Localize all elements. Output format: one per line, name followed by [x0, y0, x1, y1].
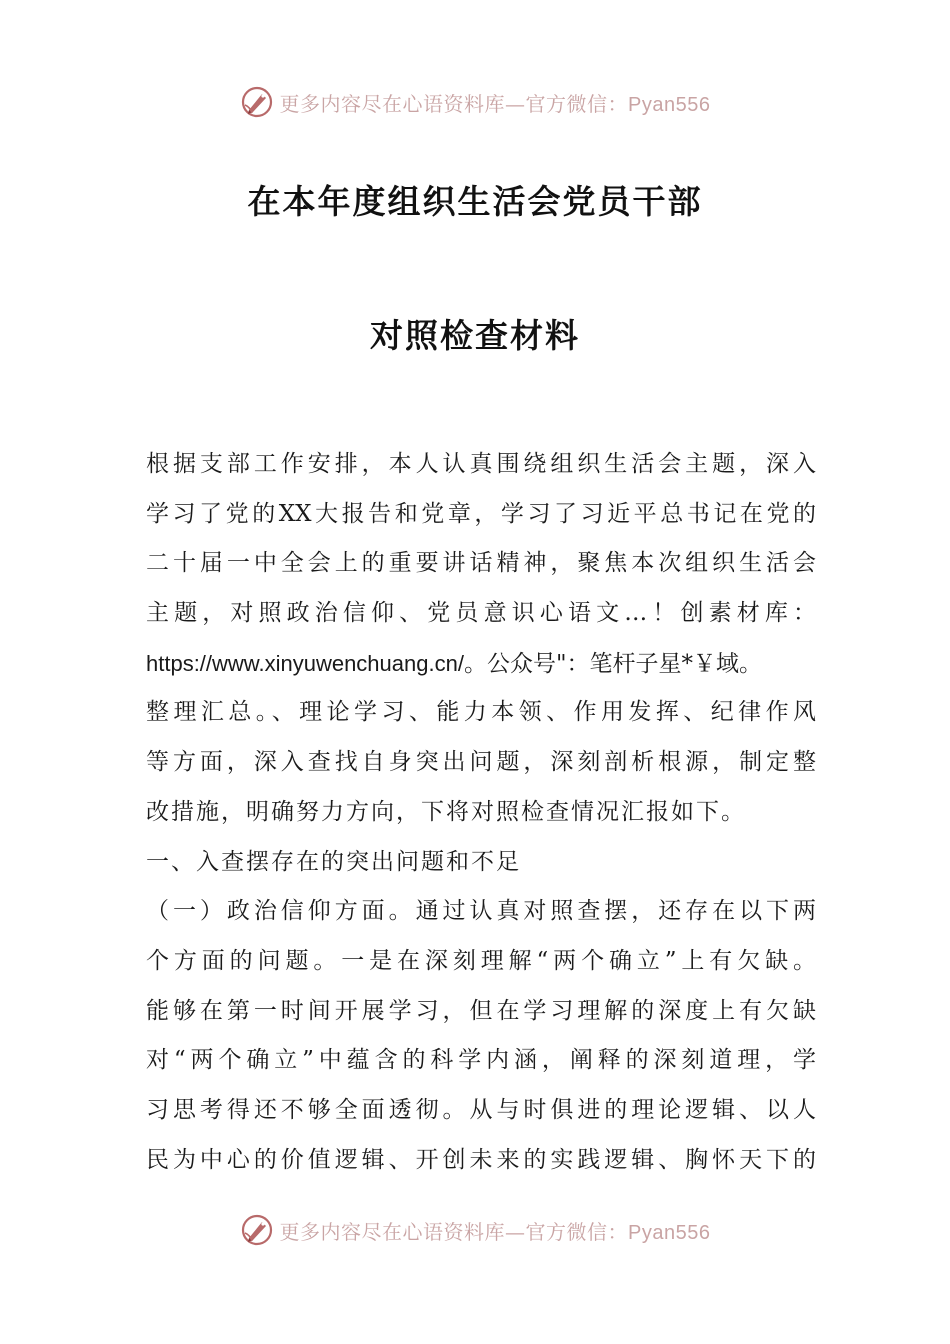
body-line: 能够在第一时间开展学习，但在学习理解的深度上有欠缺 [146, 997, 816, 1024]
body-line: 根据支部工作安排，本人认真围绕组织生活会主题，深入 [146, 451, 816, 477]
document-body [146, 440, 816, 1185]
body-line: 学习了党的XX大报告和党章，学习了习近平总书记在党的 [146, 500, 816, 527]
document-title-line-1: 在本年度组织生活会党员干部 [247, 182, 703, 221]
pen-nib-logo-icon [240, 1213, 274, 1247]
wechat-id: Pyan556 [628, 1221, 711, 1244]
body-line: 对“两个确立”中蕴含的科学内涵，阐释的深刻道理，学 [146, 1047, 816, 1074]
body-line: 二十届一中全会上的重要讲话精神，聚焦本次组织生活会 [146, 550, 816, 577]
watermark-text: 更多内容尽在心语资料库—官方微信：Pyan556 [279, 1219, 711, 1244]
body-line: 整理汇总。、理论学习、能力本领、作用发挥、纪律作风 [146, 699, 816, 726]
header-watermark [0, 82, 950, 122]
body-line: （一）政治信仰方面。通过认真对照查摆，还存在以下两 [146, 898, 816, 925]
section-heading: 一、入查摆存在的突出问题和不足 [146, 848, 521, 875]
body-line: 等方面，深入查找自身突出问题，深刻剖析根源，制定整 [146, 749, 816, 776]
body-line: 个方面的问题。一是在深刻理解“两个确立”上有欠缺。 [146, 947, 816, 974]
body-line: 改措施，明确努力方向，下将对照检查情况汇报如下。 [146, 798, 746, 825]
url-line-suffix: 。公众号"：笔杆子星*￥域。 [463, 650, 763, 677]
footer-watermark [0, 1210, 950, 1250]
body-line: 习思考得还不够全面透彻。从与时俱进的理论逻辑、以人 [146, 1096, 816, 1123]
body-line: 民为中心的价值逻辑、开创未来的实践逻辑、胸怀天下的 [146, 1146, 816, 1173]
pen-nib-logo-icon [240, 85, 274, 119]
wechat-id: Pyan556 [628, 93, 711, 116]
document-title-line-2: 对照检查材料 [370, 316, 580, 355]
body-line: 主题，对照政治信仰、党员意识心语文…！创素材库： [146, 600, 816, 627]
body-line-url [146, 639, 816, 689]
website-url: https://www.xinyuwenchuang.cn/ [146, 650, 464, 676]
watermark-text: 更多内容尽在心语资料库—官方微信：Pyan556 [279, 91, 711, 116]
